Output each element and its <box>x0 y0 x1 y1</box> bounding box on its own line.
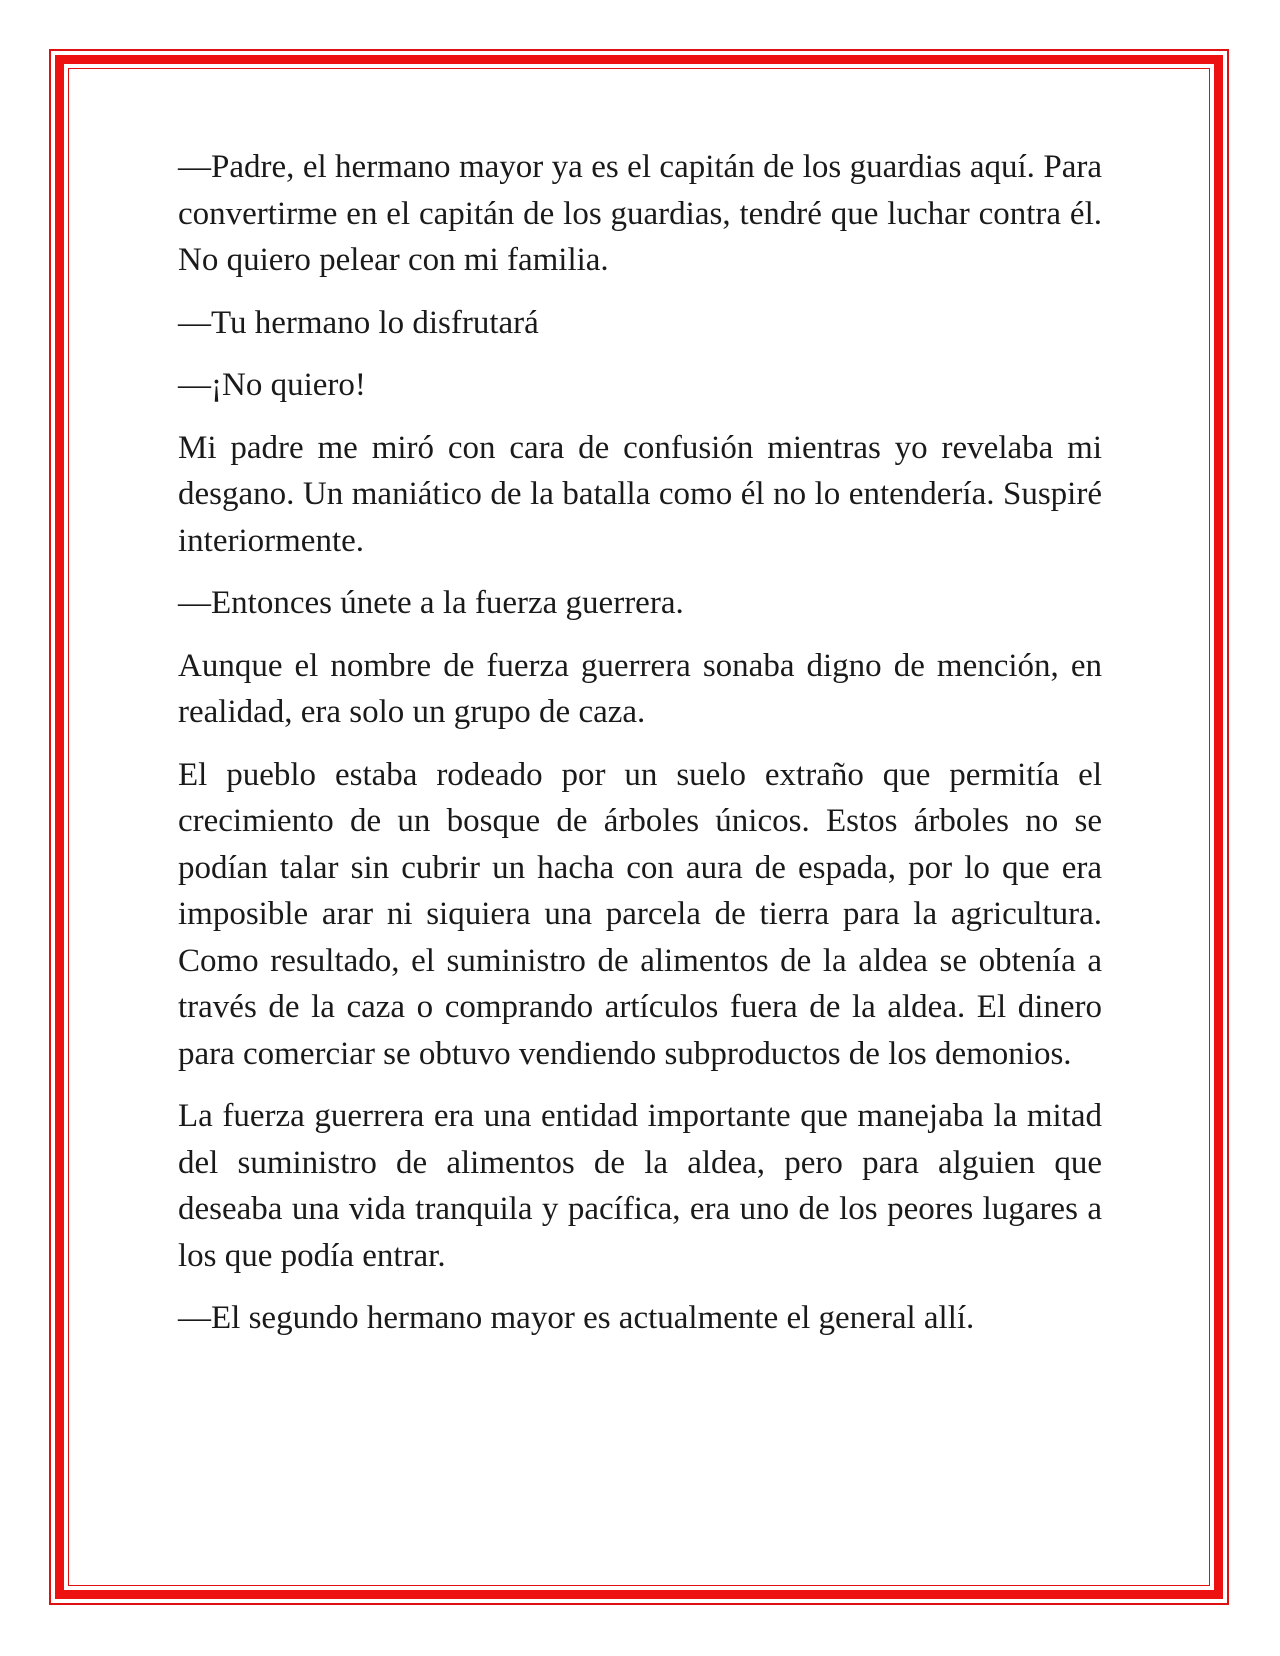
paragraph: Mi padre me miró con cara de confusión mientras yo revelaba mi desgano. Un maniático de la batalla como él no lo entendería. Suspiré interiormente. <box>178 429 1102 559</box>
paragraph: —Entonces únete a la fuerza guerrera. <box>178 585 684 621</box>
paragraph: —Tu hermano lo disfrutará <box>178 304 539 341</box>
paragraph: Aunque el nombre de fuerza guerrera sonaba digno de mención, en realidad, era solo un grupo de caza. <box>178 647 1102 730</box>
paragraph: El pueblo estaba rodeado por un suelo extraño que permitía el crecimiento de un bosque de árboles únicos. Estos árboles no se podían talar sin cubrir un hacha con aura de espada, por lo que era imposible arar ni siquiera una parcela de tierra para la agricultura. Como resultado, el suministro de alimentos de la aldea se obtenía a través de la caza o comprando artículos fuera de la aldea. El dinero para comerciar se obtuvo vendiendo subproductos de los demonios. <box>178 756 1102 1072</box>
paragraph: —¡No quiero! <box>178 367 366 403</box>
page-body <box>178 144 1102 1358</box>
paragraph: —El segundo hermano mayor es actualmente el general allí. <box>178 1300 975 1336</box>
paragraph: —Padre, el hermano mayor ya es el capitán de los guardias aquí. Para convertirme en el capitán de los guardias, tendré que luchar contra él. No quiero pelear con mi familia. <box>178 149 1102 278</box>
paragraph: La fuerza guerrera era una entidad importante que manejaba la mitad del suministro de alimentos de la aldea, pero para alguien que deseaba una vida tranquila y pacífica, era uno de los peores lugares a los que podía entrar. <box>178 1098 1102 1274</box>
